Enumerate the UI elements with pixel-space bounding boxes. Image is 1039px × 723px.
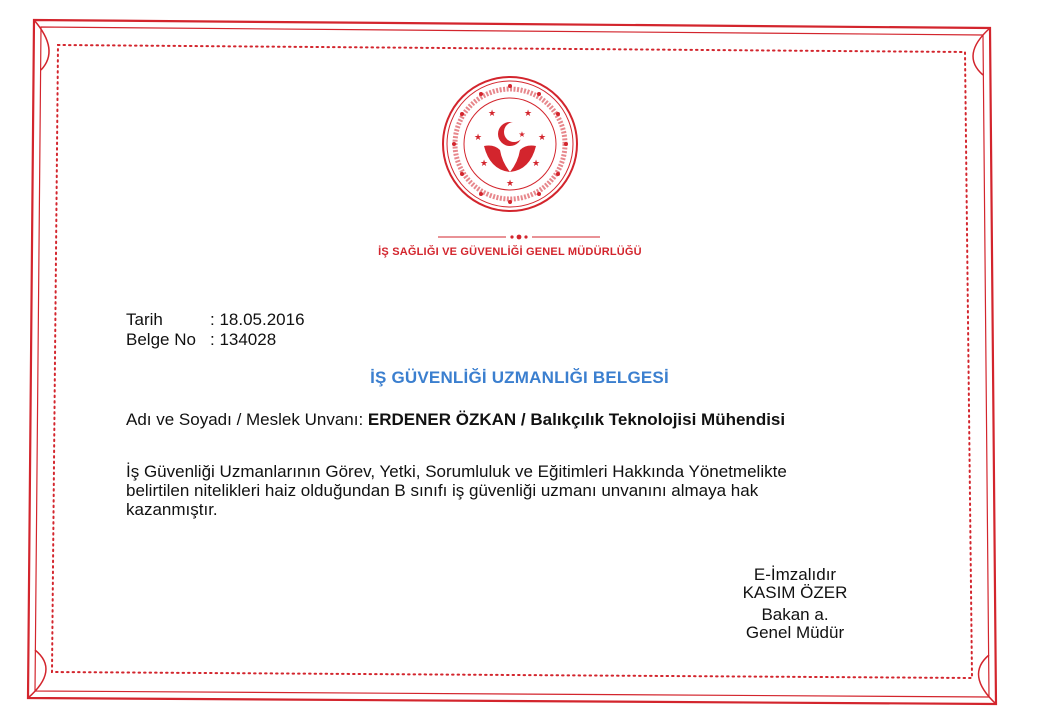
doc-no-row <box>126 330 305 350</box>
svg-text:★: ★ <box>537 133 547 143</box>
body-line: belirtilen nitelikleri haiz olduğundan B sınıfı iş güvenliği uzmanı unvanını almaya hak <box>126 481 759 500</box>
doc-no-value: : 134028 <box>210 330 277 349</box>
directorate-name: İŞ SAĞLIĞI VE GÜVENLİĞİ GENEL MÜDÜRLÜĞÜ <box>378 246 642 258</box>
signature-block <box>720 566 870 642</box>
date-label: Tarih <box>126 310 163 329</box>
certificate-title: İŞ GÜVENLİĞİ UZMANLIĞI BELGESİ <box>370 368 669 387</box>
signatory-title: Genel Müdür <box>745 623 845 642</box>
svg-text:★: ★ <box>473 133 483 143</box>
on-behalf-note: Bakan a. <box>761 605 829 624</box>
holder-value: ERDENER ÖZKAN / Balıkçılık Teknolojisi Mühendisi <box>367 410 786 429</box>
svg-text:★: ★ <box>531 159 541 169</box>
svg-text:★: ★ <box>518 130 526 139</box>
e-signed-note: E-İmzalıdır <box>753 565 837 584</box>
signatory-name: KASIM ÖZER <box>742 583 848 602</box>
date-row <box>126 310 305 330</box>
svg-text:★: ★ <box>487 109 497 119</box>
ministry-seal-icon <box>440 74 580 214</box>
body-line: İş Güvenliği Uzmanlarının Görev, Yetki, Sorumluluk ve Eğitimleri Hakkında Yönetmelikte <box>126 462 787 481</box>
holder-label: Adı ve Soyadı / Meslek Unvanı: <box>126 410 364 429</box>
certificate-body <box>126 462 906 519</box>
svg-text:★: ★ <box>523 109 533 119</box>
svg-text:★: ★ <box>479 159 489 169</box>
svg-text:★: ★ <box>505 179 515 189</box>
holder-line <box>126 410 785 430</box>
doc-no-label: Belge No <box>126 330 196 349</box>
ornament-divider <box>438 232 600 242</box>
body-line: kazanmıştır. <box>126 500 218 519</box>
date-value: : 18.05.2016 <box>210 310 305 329</box>
document-meta <box>126 310 305 350</box>
